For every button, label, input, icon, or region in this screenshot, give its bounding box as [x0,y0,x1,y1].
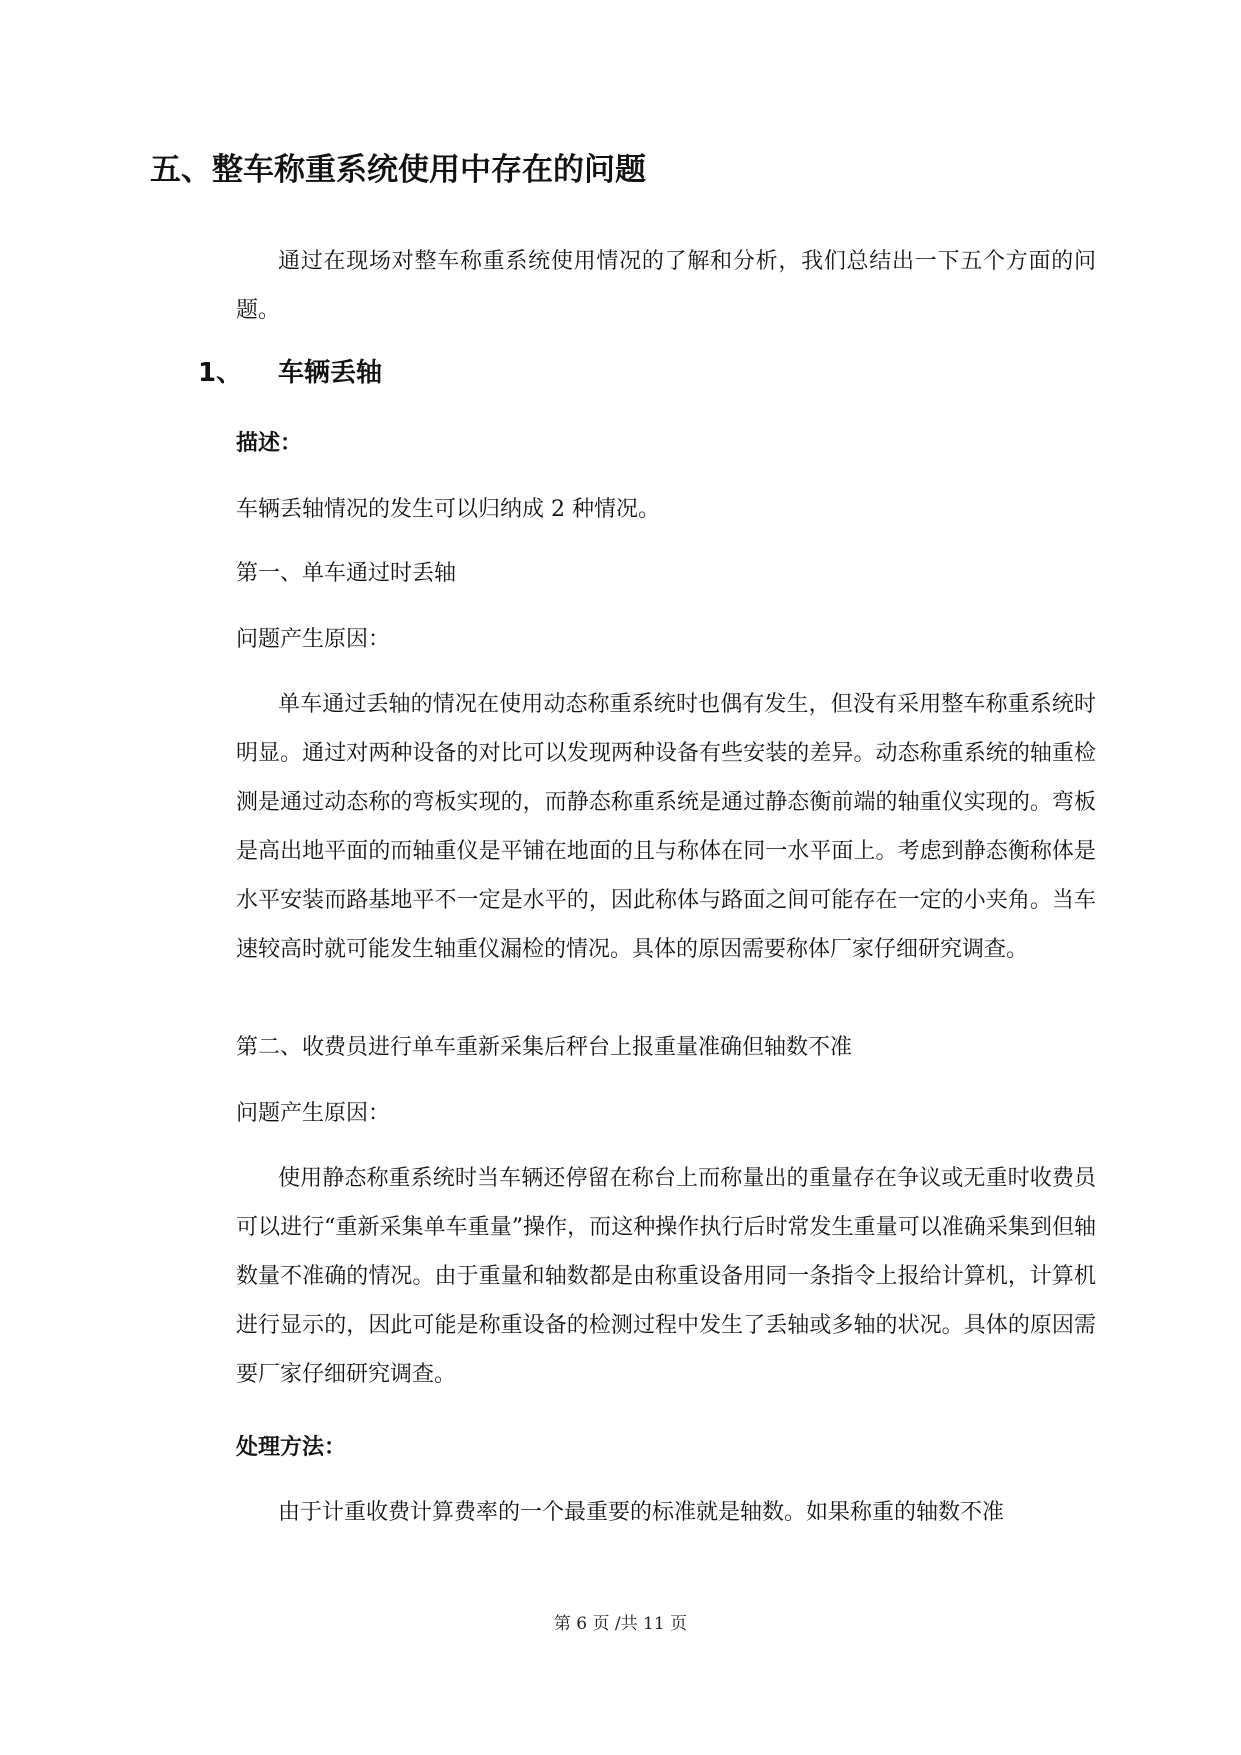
summary-line: 车辆丢轴情况的发生可以归纳成 2 种情况。 [236,497,660,522]
case2-cause-label: 问题产生原因： [236,1101,391,1126]
case2-cause-text: 使用静态称重系统时当车辆还停留在称台上而称量出的重量存在争议或无重时收费员可以进行“重新采集单车重量”操作，而这种操作执行后时常发生重量可以准确采集到但轴数量不准确的情况。由于重量和轴数都是由称重设备用同一条指令上报给计算机，计算机进行显示的，因此可能是称重设备的检测过程中发生了丢轴或多轴的状况。具体的原因需要厂家仔细研究调查。 [236,1166,1096,1387]
method-label: 处理方法： [236,1435,347,1460]
method-text: 由于计重收费计算费率的一个最重要的标准就是轴数。如果称重的轴数不准 [278,1500,1005,1525]
intro-paragraph: 通过在现场对整车称重系统使用情况的了解和分析，我们总结出一下五个方面的问题。 [236,249,1096,323]
subsection-heading [198,353,382,393]
case1-cause-label: 问题产生原因： [236,627,391,652]
case1-cause-text: 单车通过丢轴的情况在使用动态称重系统时也偶有发生，但没有采用整车称重系统时明显。通过对两种设备的对比可以发现两种设备有些安装的差异。动态称重系统的轴重检测是通过动态称的弯板实现的，而静态称重系统是通过静态衡前端的轴重仪实现的。弯板是高出地平面的而轴重仪是平铺在地面的且与称体在同一水平面上。考虑到静态衡称体是水平安装而路基地平不一定是水平的，因此称体与路面之间可能存在一定的小夹角。当车速较高时就可能发生轴重仪漏检的情况。具体的原因需要称体厂家仔细研究调查。 [236,692,1096,962]
description-label: 描述： [236,431,303,456]
page-footer: 第 6 页 /共 11 页 [553,1614,688,1634]
case1-title: 第一、单车通过时丢轴 [236,561,457,586]
section-title: 五、整车称重系统使用中存在的问题 [150,152,646,188]
case2-title: 第二、收费员进行单车重新采集后秤台上报重量准确但轴数不准 [236,1035,853,1060]
subsection-number: 1、 [198,358,243,388]
subsection-title: 车辆丢轴 [278,358,383,388]
